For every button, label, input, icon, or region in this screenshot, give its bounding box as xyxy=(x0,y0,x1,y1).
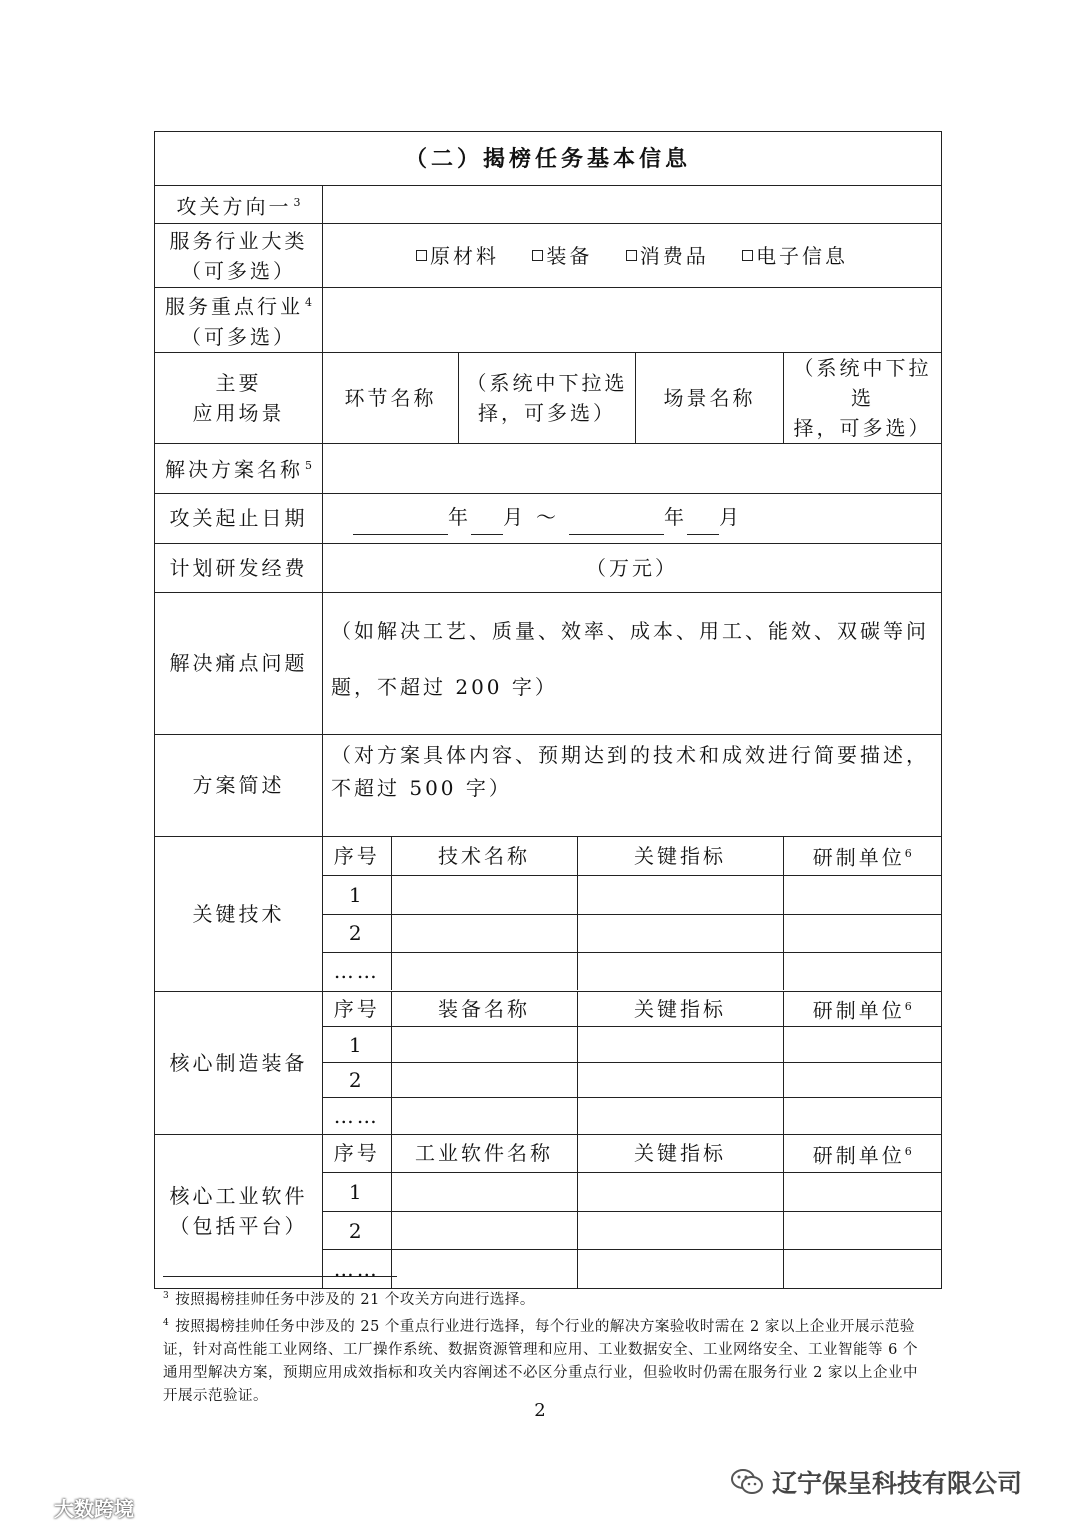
industry-label: 服务行业大类 （可多选） xyxy=(155,224,323,288)
wechat-watermark: 辽宁保呈科技有限公司 xyxy=(730,1462,1022,1502)
link-name-select[interactable]: （系统中下拉选 择，可多选） xyxy=(459,352,636,443)
option-consumer-goods[interactable]: 消费品 xyxy=(626,241,709,271)
col-name: 技术名称 xyxy=(391,837,577,875)
row-number: 1 xyxy=(323,1027,391,1063)
cell[interactable] xyxy=(783,1212,941,1250)
direction-label: 攻关方向一 $^3$ xyxy=(155,186,323,224)
col-name: 工业软件名称 xyxy=(391,1135,577,1173)
checkbox-icon[interactable] xyxy=(532,250,543,261)
row-number: 1 xyxy=(323,875,391,914)
key-industry-field[interactable] xyxy=(323,288,942,353)
scene-name-label: 场景名称 xyxy=(636,352,784,443)
cell[interactable] xyxy=(391,1250,577,1288)
cell[interactable] xyxy=(391,875,577,914)
form-title: （二）揭榜任务基本信息 xyxy=(155,132,942,186)
date-field[interactable]: 年 月 ～ 年 月 xyxy=(323,493,942,543)
software-label: 核心工业软件 （包括平台） xyxy=(155,1134,323,1288)
row-number: 1 xyxy=(323,1173,391,1212)
cell[interactable] xyxy=(391,1063,577,1098)
cell[interactable] xyxy=(783,914,941,952)
option-equipment[interactable]: 装备 xyxy=(532,241,592,271)
task-info-form xyxy=(154,131,942,1289)
col-unit: 研制单位$^6$ xyxy=(783,837,941,875)
row-number: 2 xyxy=(323,1063,391,1098)
row-more: …… xyxy=(323,1250,391,1288)
direction-field[interactable] xyxy=(323,186,942,224)
row-number: 2 xyxy=(323,914,391,952)
footnote-3: $^3$ 按照揭榜挂帅任务中涉及的 21 个攻关方向进行选择。 xyxy=(163,1291,535,1308)
cell[interactable] xyxy=(577,1212,783,1250)
end-month-blank[interactable] xyxy=(687,504,719,535)
start-year-blank[interactable] xyxy=(353,504,448,535)
pain-field[interactable]: （如解决工艺、质量、效率、成本、用工、能效、双碳等问题，不超过 200 字） xyxy=(323,592,942,734)
col-unit: 研制单位$^6$ xyxy=(783,992,941,1027)
cell[interactable] xyxy=(783,875,941,914)
plan-field[interactable]: （对方案具体内容、预期达到的技术和成效进行简要描述，不超过 500 字） xyxy=(323,734,942,836)
software-table xyxy=(323,1134,942,1288)
key-industry-label: 服务重点行业 $^4$ （可多选） xyxy=(155,288,323,353)
col-seq: 序号 xyxy=(323,837,391,875)
col-indicator: 关键指标 xyxy=(577,992,783,1027)
col-indicator: 关键指标 xyxy=(577,1135,783,1173)
solution-label: 解决方案名称 $^5$ xyxy=(155,443,323,493)
cell[interactable] xyxy=(577,875,783,914)
cell[interactable] xyxy=(783,1063,941,1098)
cell[interactable] xyxy=(577,914,783,952)
cell[interactable] xyxy=(577,952,783,990)
col-unit: 研制单位$^6$ xyxy=(783,1135,941,1173)
footnote-rule xyxy=(163,1276,397,1277)
cell[interactable] xyxy=(783,952,941,990)
checkbox-icon[interactable] xyxy=(626,250,637,261)
wechat-icon xyxy=(730,1467,764,1497)
col-name: 装备名称 xyxy=(391,992,577,1027)
equipment-table xyxy=(323,991,942,1134)
checkbox-icon[interactable] xyxy=(416,250,427,261)
cell[interactable] xyxy=(391,1098,577,1134)
pain-label: 解决痛点问题 xyxy=(155,592,323,734)
budget-field[interactable]: （万元） xyxy=(323,543,942,592)
start-month-blank[interactable] xyxy=(471,504,503,535)
cell[interactable] xyxy=(391,1027,577,1063)
end-year-blank[interactable] xyxy=(569,504,664,535)
cell[interactable] xyxy=(577,1027,783,1063)
cell[interactable] xyxy=(391,1212,577,1250)
industry-options xyxy=(323,224,942,288)
cell[interactable] xyxy=(783,1098,941,1134)
plan-label: 方案简述 xyxy=(155,734,323,836)
cell[interactable] xyxy=(783,1173,941,1212)
page-number: 2 xyxy=(534,1400,546,1421)
cell[interactable] xyxy=(783,1027,941,1063)
cell[interactable] xyxy=(577,1098,783,1134)
checkbox-icon[interactable] xyxy=(742,250,753,261)
brand-logo-icon xyxy=(10,1495,50,1519)
link-name-label: 环节名称 xyxy=(323,352,459,443)
cell[interactable] xyxy=(783,1250,941,1288)
equipment-label: 核心制造装备 xyxy=(155,991,323,1134)
solution-field[interactable] xyxy=(323,443,942,493)
cell[interactable] xyxy=(391,952,577,990)
budget-label: 计划研发经费 xyxy=(155,543,323,592)
cell[interactable] xyxy=(391,1173,577,1212)
row-number: 2 xyxy=(323,1212,391,1250)
cell[interactable] xyxy=(577,1063,783,1098)
row-more: …… xyxy=(323,952,391,990)
option-electronics[interactable]: 电子信息 xyxy=(742,241,848,271)
cell[interactable] xyxy=(577,1250,783,1288)
row-more: …… xyxy=(323,1098,391,1134)
col-seq: 序号 xyxy=(323,1135,391,1173)
brand-watermark: 大数跨境 xyxy=(10,1492,134,1522)
option-raw-materials[interactable]: 原材料 xyxy=(416,241,499,271)
col-seq: 序号 xyxy=(323,992,391,1027)
footnotes xyxy=(163,1285,923,1408)
date-label: 攻关起止日期 xyxy=(155,493,323,543)
footnote-4: $^4$ 按照揭榜挂帅任务中涉及的 25 个重点行业进行选择，每个行业的解决方案验收时需在 2 家以上企业开展示范验证，针对高性能工业网络、工厂操作系统、数据资源管理和应用、工业数据安全、工业网络安全、工业智能等 6 个通用型解决方案，预期应用成效指标和攻关内容阐述不必区分重点行业，但验收时仍需在服务行业 2 家以上企业中开展示范验证。 xyxy=(163,1317,918,1404)
key-tech-label: 关键技术 xyxy=(155,836,323,991)
cell[interactable] xyxy=(391,914,577,952)
key-tech-table xyxy=(323,836,942,991)
scene-label: 主要 应用场景 xyxy=(155,352,323,443)
cell[interactable] xyxy=(577,1173,783,1212)
scene-name-select[interactable]: （系统中下拉选 择，可多选） xyxy=(784,352,942,443)
col-indicator: 关键指标 xyxy=(577,837,783,875)
